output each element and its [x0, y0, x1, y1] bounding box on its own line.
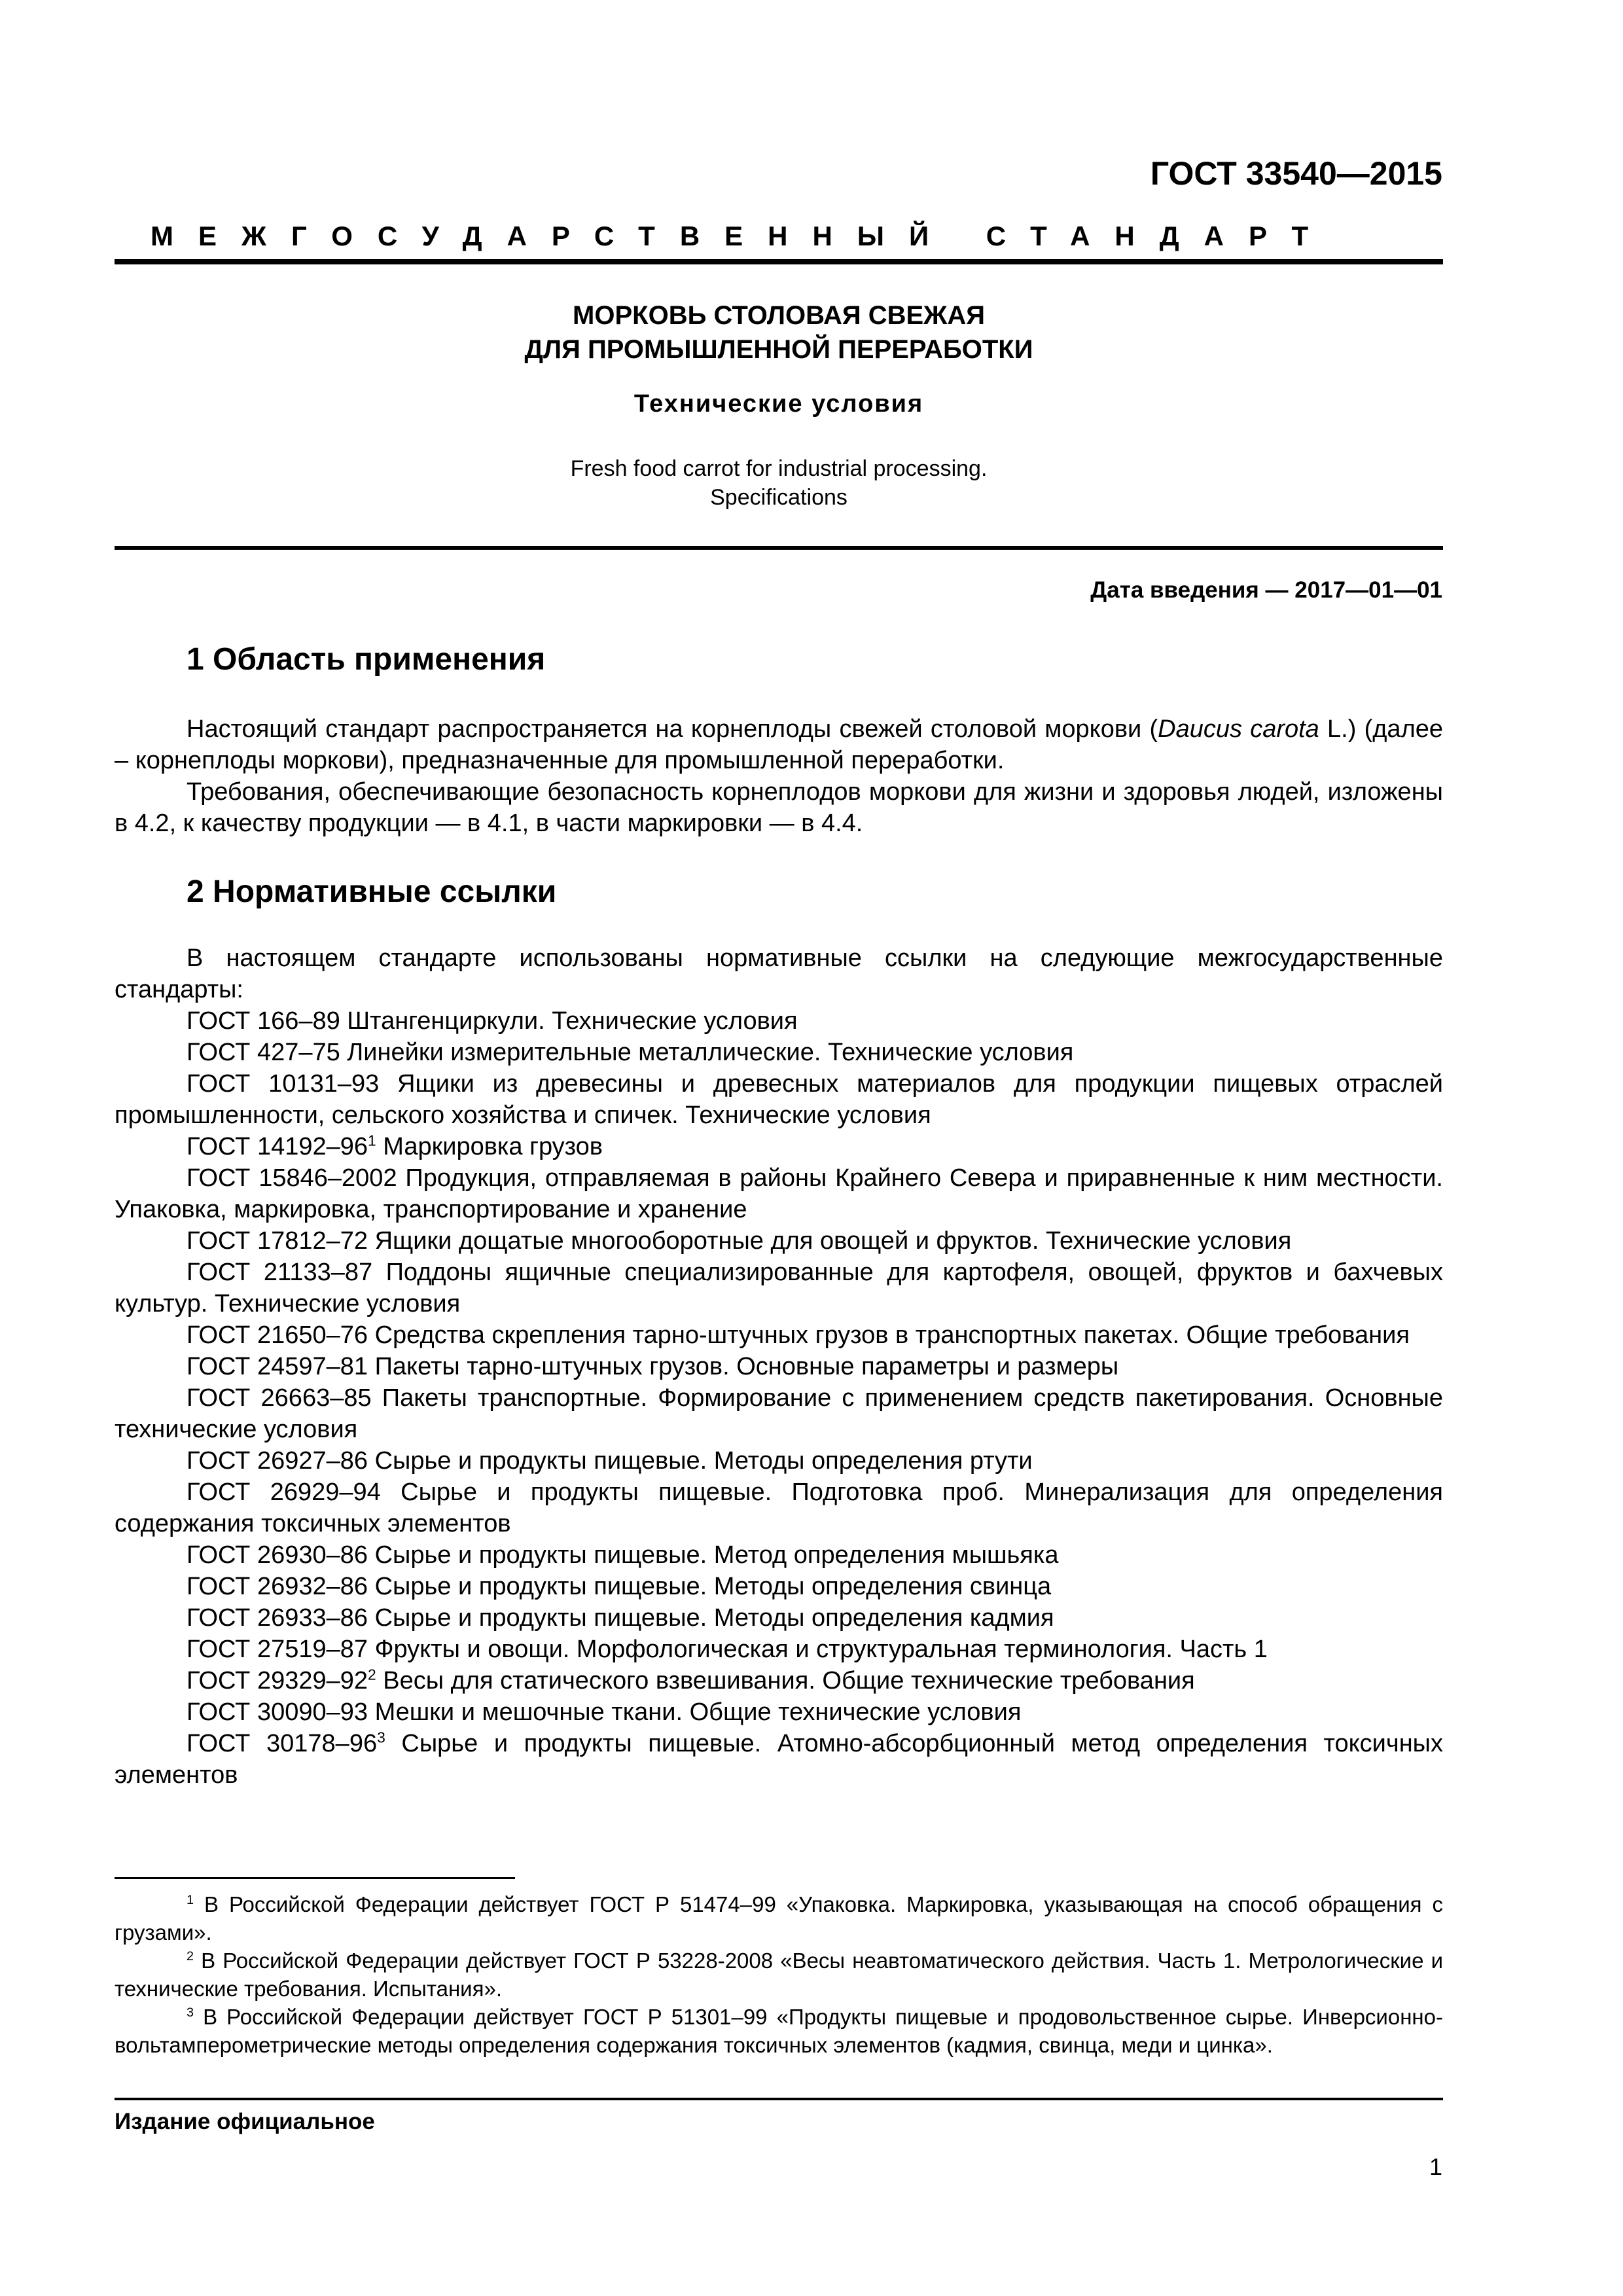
section-2-body — [115, 942, 1443, 1791]
intro-date: Дата введения — 2017—01—01 — [1090, 577, 1442, 603]
footer-rule — [115, 2098, 1443, 2100]
footnote-rule — [115, 1877, 515, 1879]
para1-text-a: Настоящий стандарт распространяется на корнеплоды свежей столовой моркови ( — [187, 715, 1158, 743]
reference-item: ГОСТ 26929–94 Сырье и продукты пищевые. Подготовка проб. Минерализация для определения содержания токсичных элементов — [115, 1479, 1443, 1537]
reference-code: ГОСТ 14192–96 — [187, 1133, 368, 1160]
reference-item: ГОСТ 26930–86 Сырье и продукты пищевые. Метод определения мышьяка — [187, 1541, 1059, 1569]
footnote-number: 1 — [187, 1893, 194, 1907]
reference-title: Маркировка грузов — [376, 1133, 603, 1160]
reference-item: ГОСТ 26927–86 Сырье и продукты пищевые. Методы определения ртути — [187, 1447, 1033, 1475]
reference-item — [115, 1728, 1443, 1791]
footnote-marker: 3 — [377, 1729, 385, 1746]
footnote-item — [115, 1946, 1443, 2003]
reference-item: ГОСТ 427–75 Линейки измерительные металлические. Технические условия — [187, 1039, 1074, 1066]
footnote-number: 3 — [187, 2005, 194, 2020]
reference-item: ГОСТ 30090–93 Мешки и мешочные ткани. Общие технические условия — [187, 1698, 1022, 1726]
document-title — [115, 298, 1443, 367]
interstate-standard-label: МЕЖГОСУДАРСТВЕННЫЙ СТАНДАРТ — [151, 221, 1334, 251]
reference-title: Весы для статического взвешивания. Общие технические требования — [376, 1667, 1195, 1695]
reference-item: ГОСТ 21133–87 Поддоны ящичные специализированные для картофеля, овощей, фруктов и бахчевых культур. Технические условия — [115, 1259, 1443, 1318]
reference-code: ГОСТ 29329–92 — [187, 1667, 368, 1695]
title-rule — [115, 546, 1443, 550]
section-2-intro: В настоящем стандарте использованы нормативные ссылки на следующие межгосударственные стандарты: — [115, 944, 1443, 1003]
section-1-paragraph-2: Требования, обеспечивающие безопасность корнеплодов моркови для жизни и здоровья людей, изложены в 4.2, к качеству продукции — в 4.1, в части маркировки — в 4.4. — [115, 778, 1443, 837]
page-number: 1 — [1429, 2153, 1442, 2180]
footnote-item — [115, 2003, 1443, 2059]
reference-item: ГОСТ 10131–93 Ящики из древесины и древесных материалов для продукции пищевых отраслей промышленности, сельского хозяйства и спичек. Технические условия — [115, 1070, 1443, 1129]
section-1-heading: 1 Область применения — [187, 642, 546, 677]
footnote-text: В Российской Федерации действует ГОСТ Р 53228-2008 «Весы неавтоматического действия. Часть 1. Метрологические и технические требования. Испытания». — [115, 1948, 1443, 2001]
footnote-text: В Российской Федерации действует ГОСТ Р 51474–99 «Упаковка. Маркировка, указывающая на способ обращения с грузами». — [115, 1892, 1443, 1945]
reference-item: ГОСТ 26933–86 Сырье и продукты пищевые. Методы определения кадмия — [187, 1604, 1054, 1632]
reference-item: ГОСТ 21650–76 Средства скрепления тарно-штучных грузов в транспортных пакетах. Общие требования — [187, 1321, 1410, 1349]
footnote-marker: 1 — [368, 1132, 376, 1149]
english-title — [115, 454, 1443, 512]
reference-item: ГОСТ 15846–2002 Продукция, отправляемая в районы Крайнего Севера и приравненные к ним местности. Упаковка, маркировка, транспортирование и хранение — [115, 1164, 1443, 1223]
english-title-line-2: Specifications — [710, 485, 847, 510]
reference-item: ГОСТ 27519–87 Фрукты и овощи. Морфологическая и структуральная терминология. Часть 1 — [187, 1636, 1268, 1663]
reference-item: ГОСТ 24597–81 Пакеты тарно-штучных грузов. Основные параметры и размеры — [187, 1353, 1119, 1380]
gost-code: ГОСТ 33540—2015 — [1150, 155, 1442, 192]
title-line-2: ДЛЯ ПРОМЫШЛЕННОЙ ПЕРЕРАБОТКИ — [524, 335, 1033, 364]
footnote-number: 2 — [187, 1949, 194, 1964]
footnotes — [115, 1890, 1443, 2059]
section-1-body — [115, 713, 1443, 839]
edition-label: Издание официальное — [115, 2109, 375, 2134]
document-subtitle: Технические условия — [633, 390, 924, 418]
reference-item: ГОСТ 26932–86 Сырье и продукты пищевые. Методы определения свинца — [187, 1573, 1052, 1600]
reference-code: ГОСТ 30178–96 — [187, 1730, 378, 1757]
reference-title: Сырье и продукты пищевые. Атомно-абсорбционный метод определения токсичных элементов — [115, 1730, 1443, 1789]
reference-item: ГОСТ 26663–85 Пакеты транспортные. Формирование с применением средств пакетирования. Основные технические условия — [115, 1384, 1443, 1443]
section-1-paragraph-1 — [115, 713, 1443, 776]
reference-item — [115, 1131, 1443, 1162]
section-2-heading: 2 Нормативные ссылки — [187, 874, 557, 909]
title-line-1: МОРКОВЬ СТОЛОВАЯ СВЕЖАЯ — [573, 301, 985, 330]
para1-text-b: L.) (далее – корнеплоды моркови), предназначенные для промышленной переработки. — [115, 715, 1444, 774]
header-rule — [115, 259, 1443, 264]
footnote-text: В Российской Федерации действует ГОСТ Р 51301–99 «Продукты пищевые и продовольственное сырье. Инверсионно-вольтамперометрические методы определения содержания токсичных элементов (кадмия, свинца, меди и цинка». — [115, 2005, 1443, 2057]
footnote-item — [115, 1890, 1443, 1946]
references-list — [115, 1005, 1443, 1791]
reference-item: ГОСТ 17812–72 Ящики дощатые многооборотные для овощей и фруктов. Технические условия — [187, 1227, 1292, 1255]
reference-item: ГОСТ 166–89 Штангенциркули. Технические условия — [187, 1007, 798, 1035]
reference-item — [115, 1665, 1443, 1696]
footnote-marker: 2 — [368, 1666, 376, 1683]
english-title-line-1: Fresh food carrot for industrial processing. — [570, 456, 988, 481]
latin-name: Daucus carota — [1158, 715, 1319, 743]
